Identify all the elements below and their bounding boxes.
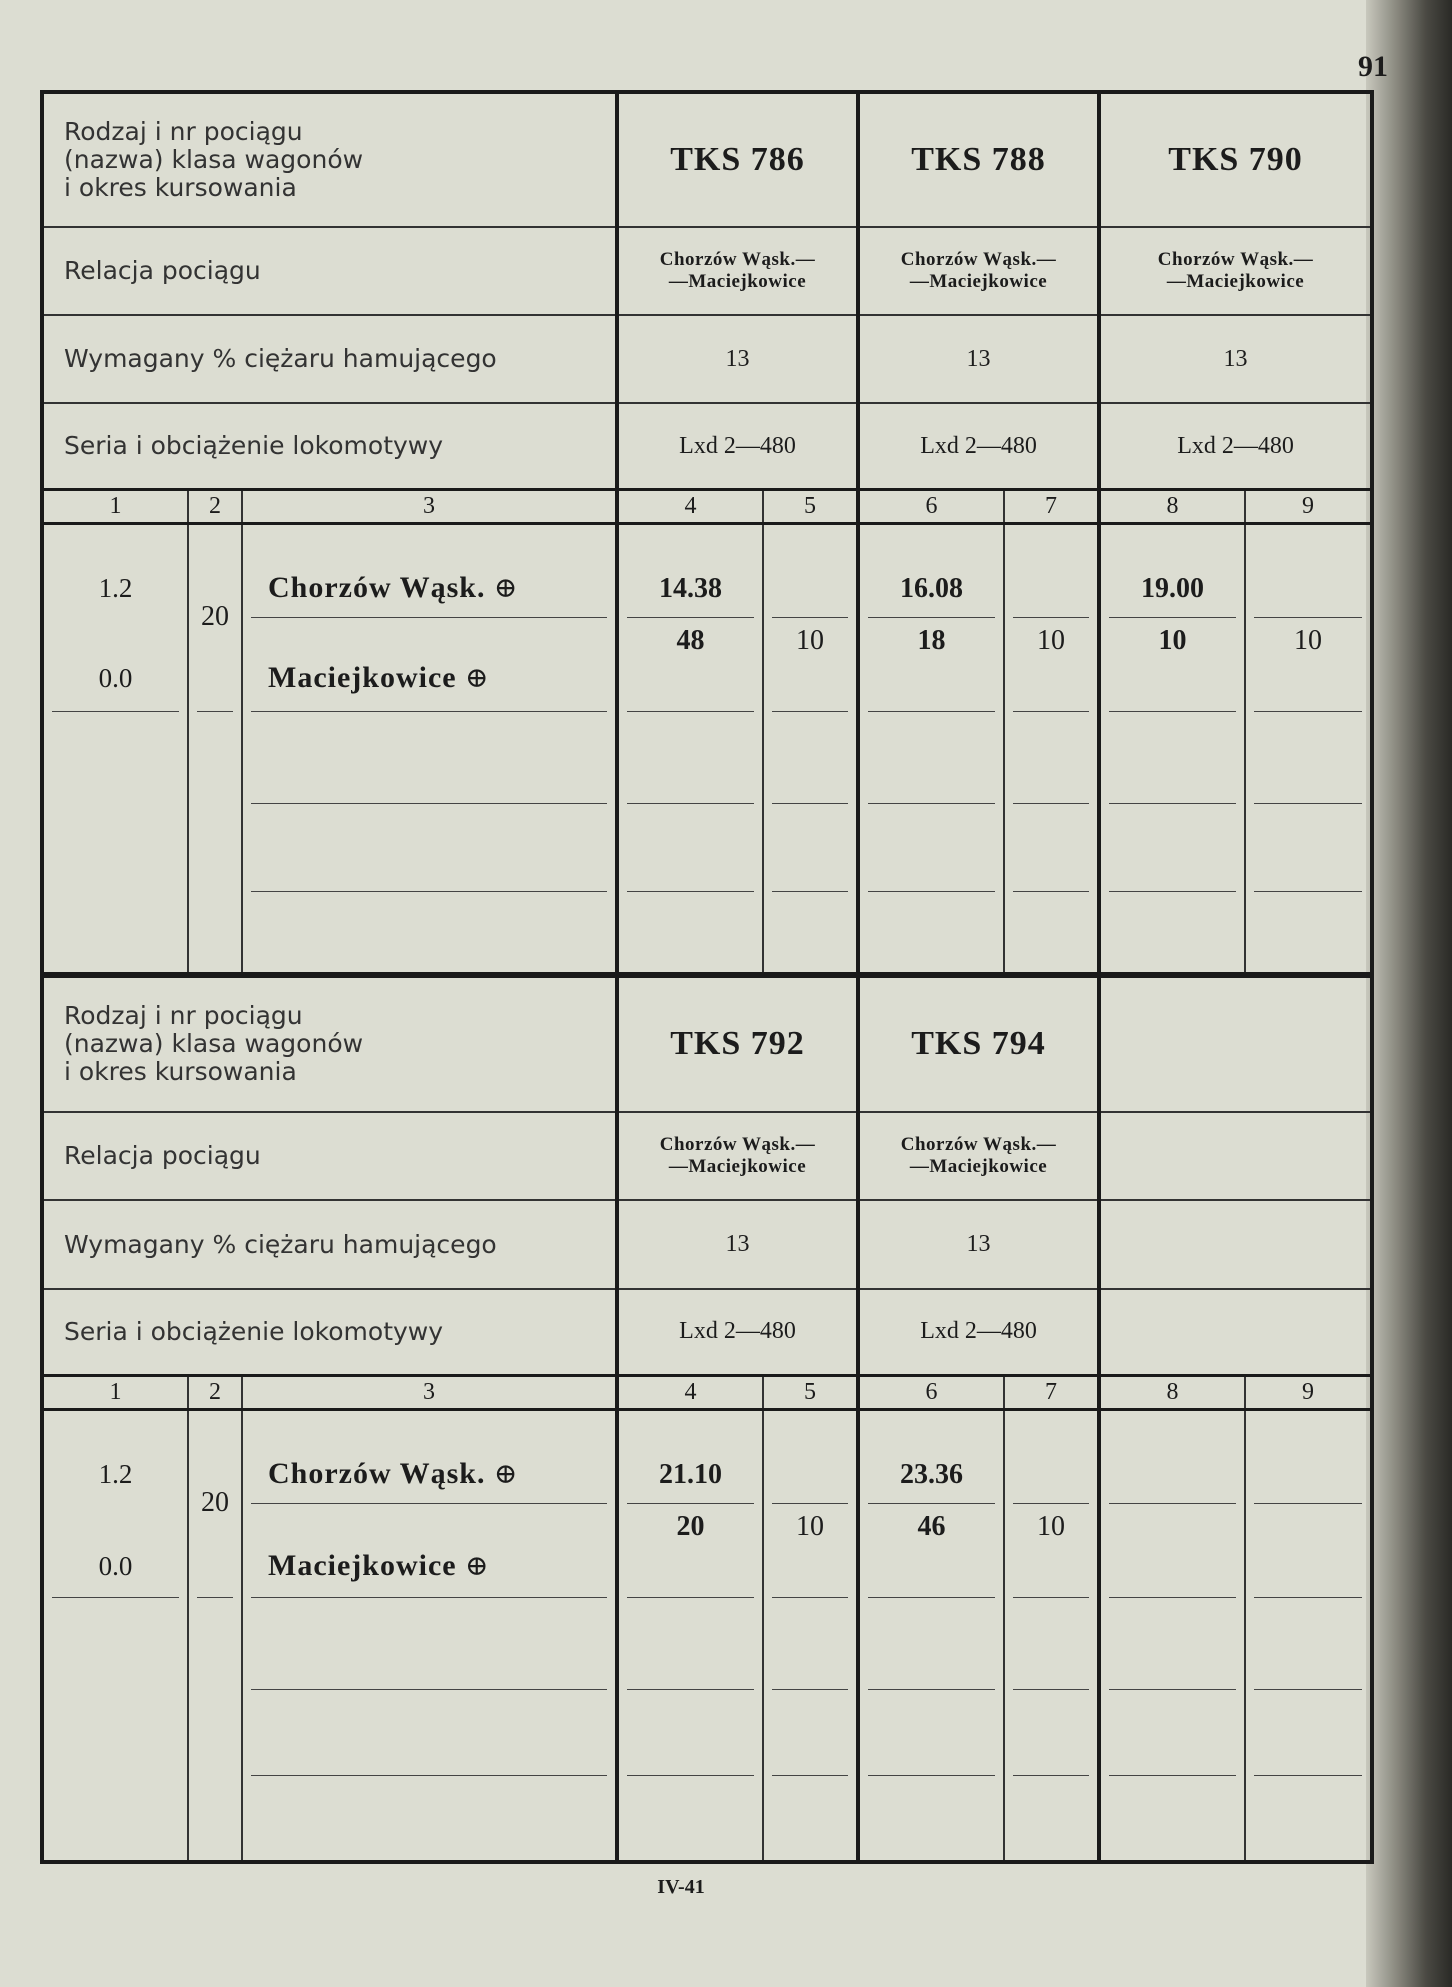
column-number: 9: [1245, 1375, 1372, 1409]
column-number: 4: [617, 1375, 763, 1409]
runtime-column: [1004, 524, 1099, 974]
column-number: 3: [242, 1375, 617, 1409]
empty-loco-cell: [1099, 1289, 1372, 1375]
brake-label: Wymagany % ciężaru hamującego: [42, 315, 617, 403]
column-number: 6: [858, 1375, 1004, 1409]
station-column: [242, 524, 617, 974]
departure-time: 16.08: [900, 573, 964, 605]
loco-value: Lxd 2—480: [1177, 432, 1294, 459]
running-time: 10: [1294, 625, 1323, 657]
page-footer-code: IV-41: [657, 1876, 705, 1898]
loco-label: Seria i obciążenie lokomotywy: [42, 403, 617, 489]
time-column: [617, 524, 763, 974]
column-number: 6: [858, 490, 1004, 524]
train-number: TKS 790: [1168, 140, 1303, 178]
schedule-body: [42, 524, 1372, 974]
schedule-body: [42, 1409, 1372, 1862]
column-number: 7: [1004, 490, 1099, 524]
km-column: [42, 524, 188, 974]
time-column-empty: [1099, 1409, 1245, 1862]
station-start: Chorzów Wąsk. ⊕: [268, 1456, 519, 1490]
train-number-cell: [858, 92, 1099, 227]
page-number: 91: [1358, 50, 1388, 83]
time-column: [1099, 524, 1245, 974]
running-time: 10: [796, 625, 824, 657]
loco-value: Lxd 2—480: [617, 403, 858, 489]
column-number-row: [42, 1375, 1372, 1409]
brake-value: 13: [858, 315, 1099, 403]
time-column: [617, 1409, 763, 1862]
arrival-time: 10: [1158, 625, 1187, 657]
station-circle-plus-icon: ⊕: [465, 663, 490, 695]
runtime-column: [1004, 1409, 1099, 1862]
column-number: 2: [188, 490, 242, 524]
empty-train-cell: [1099, 977, 1372, 1112]
brake-label: Wymagany % ciężaru hamującego: [42, 1200, 617, 1289]
km-start: 1.2: [98, 573, 133, 604]
arrival-time: 48: [676, 625, 705, 657]
station-end: Maciejkowice ⊕: [268, 1548, 490, 1582]
departure-time: 19.00: [1141, 573, 1205, 605]
running-time: 10: [1037, 625, 1066, 657]
column-number: 4: [617, 490, 763, 524]
loco-value: Lxd 2—480: [858, 1289, 1099, 1375]
departure-time: 23.36: [900, 1458, 964, 1490]
timetable-2: [40, 976, 1374, 1864]
brake-value: 13: [858, 1200, 1099, 1289]
runtime-column: [763, 1409, 858, 1862]
relation-label: Relacja pociągu: [42, 1112, 617, 1201]
km-end: 0.0: [98, 1550, 133, 1581]
train-number: TKS 788: [911, 140, 1046, 178]
brake-value: 13: [617, 315, 858, 403]
train-label: Rodzaj i nr pociągu (nazwa) klasa wagonów i okres kursowania: [42, 977, 617, 1112]
train-number-cell: [617, 977, 858, 1112]
arrival-time: 46: [917, 1510, 946, 1542]
time-column: [858, 524, 1004, 974]
column-number: 1: [42, 1375, 188, 1409]
column-number: 9: [1245, 490, 1372, 524]
column-number: 3: [242, 490, 617, 524]
km-column: [42, 1409, 188, 1862]
column-number: 1: [42, 490, 188, 524]
empty-brake-cell: [1099, 1200, 1372, 1289]
km-end: 0.0: [98, 663, 133, 694]
running-time: 10: [796, 1510, 824, 1542]
column-number: 2: [188, 1375, 242, 1409]
arrival-time: 20: [676, 1510, 705, 1542]
speed-column: [188, 524, 242, 974]
train-number: TKS 794: [911, 1025, 1046, 1063]
relation-cell: Chorzów Wąsk.— —Maciejkowice: [1099, 227, 1372, 315]
train-label: Rodzaj i nr pociągu (nazwa) klasa wagonów i okres kursowania: [42, 92, 617, 227]
column-number: 5: [763, 490, 858, 524]
max-speed: 20: [201, 1486, 229, 1518]
runtime-column: [1245, 524, 1372, 974]
relation-cell: Chorzów Wąsk.— —Maciejkowice: [617, 1112, 858, 1201]
brake-value: 13: [1099, 315, 1372, 403]
train-number-cell: [858, 977, 1099, 1112]
relation-label: Relacja pociągu: [42, 227, 617, 315]
km-start: 1.2: [98, 1458, 133, 1489]
relation-cell: Chorzów Wąsk.— —Maciejkowice: [858, 1112, 1099, 1201]
train-number-cell: [1099, 92, 1372, 227]
relation-cell: Chorzów Wąsk.— —Maciejkowice: [617, 227, 858, 315]
column-number-row: [42, 490, 1372, 524]
station-end: Maciejkowice ⊕: [268, 661, 490, 695]
relation-cell: Chorzów Wąsk.— —Maciejkowice: [858, 227, 1099, 315]
station-column: [242, 1409, 617, 1862]
column-number: 5: [763, 1375, 858, 1409]
empty-relation-cell: [1099, 1112, 1372, 1201]
departure-time: 21.10: [659, 1458, 722, 1490]
max-speed: 20: [201, 601, 229, 633]
train-number-cell: [617, 92, 858, 227]
loco-value: Lxd 2—480: [858, 403, 1099, 489]
column-number: 8: [1099, 1375, 1245, 1409]
loco-value: Lxd 2—480: [617, 1289, 858, 1375]
train-number: TKS 786: [670, 140, 805, 178]
time-column: [858, 1409, 1004, 1862]
column-number: 8: [1099, 490, 1245, 524]
station-circle-plus-icon: ⊕: [465, 1550, 490, 1582]
station-circle-plus-icon: ⊕: [493, 1458, 519, 1490]
station-start: Chorzów Wąsk. ⊕: [268, 571, 519, 605]
running-time: 10: [1037, 1510, 1066, 1542]
column-number: 7: [1004, 1375, 1099, 1409]
runtime-column: [763, 524, 858, 974]
station-circle-plus-icon: ⊕: [493, 573, 519, 605]
arrival-time: 18: [917, 625, 946, 657]
timetable-1: [40, 90, 1374, 976]
departure-time: 14.38: [659, 573, 722, 605]
page-edge-shadow: [1366, 0, 1452, 1987]
brake-value: 13: [617, 1200, 858, 1289]
speed-column: [188, 1409, 242, 1862]
train-number: TKS 792: [670, 1025, 805, 1063]
runtime-column-empty: [1245, 1409, 1372, 1862]
loco-label: Seria i obciążenie lokomotywy: [42, 1289, 617, 1375]
